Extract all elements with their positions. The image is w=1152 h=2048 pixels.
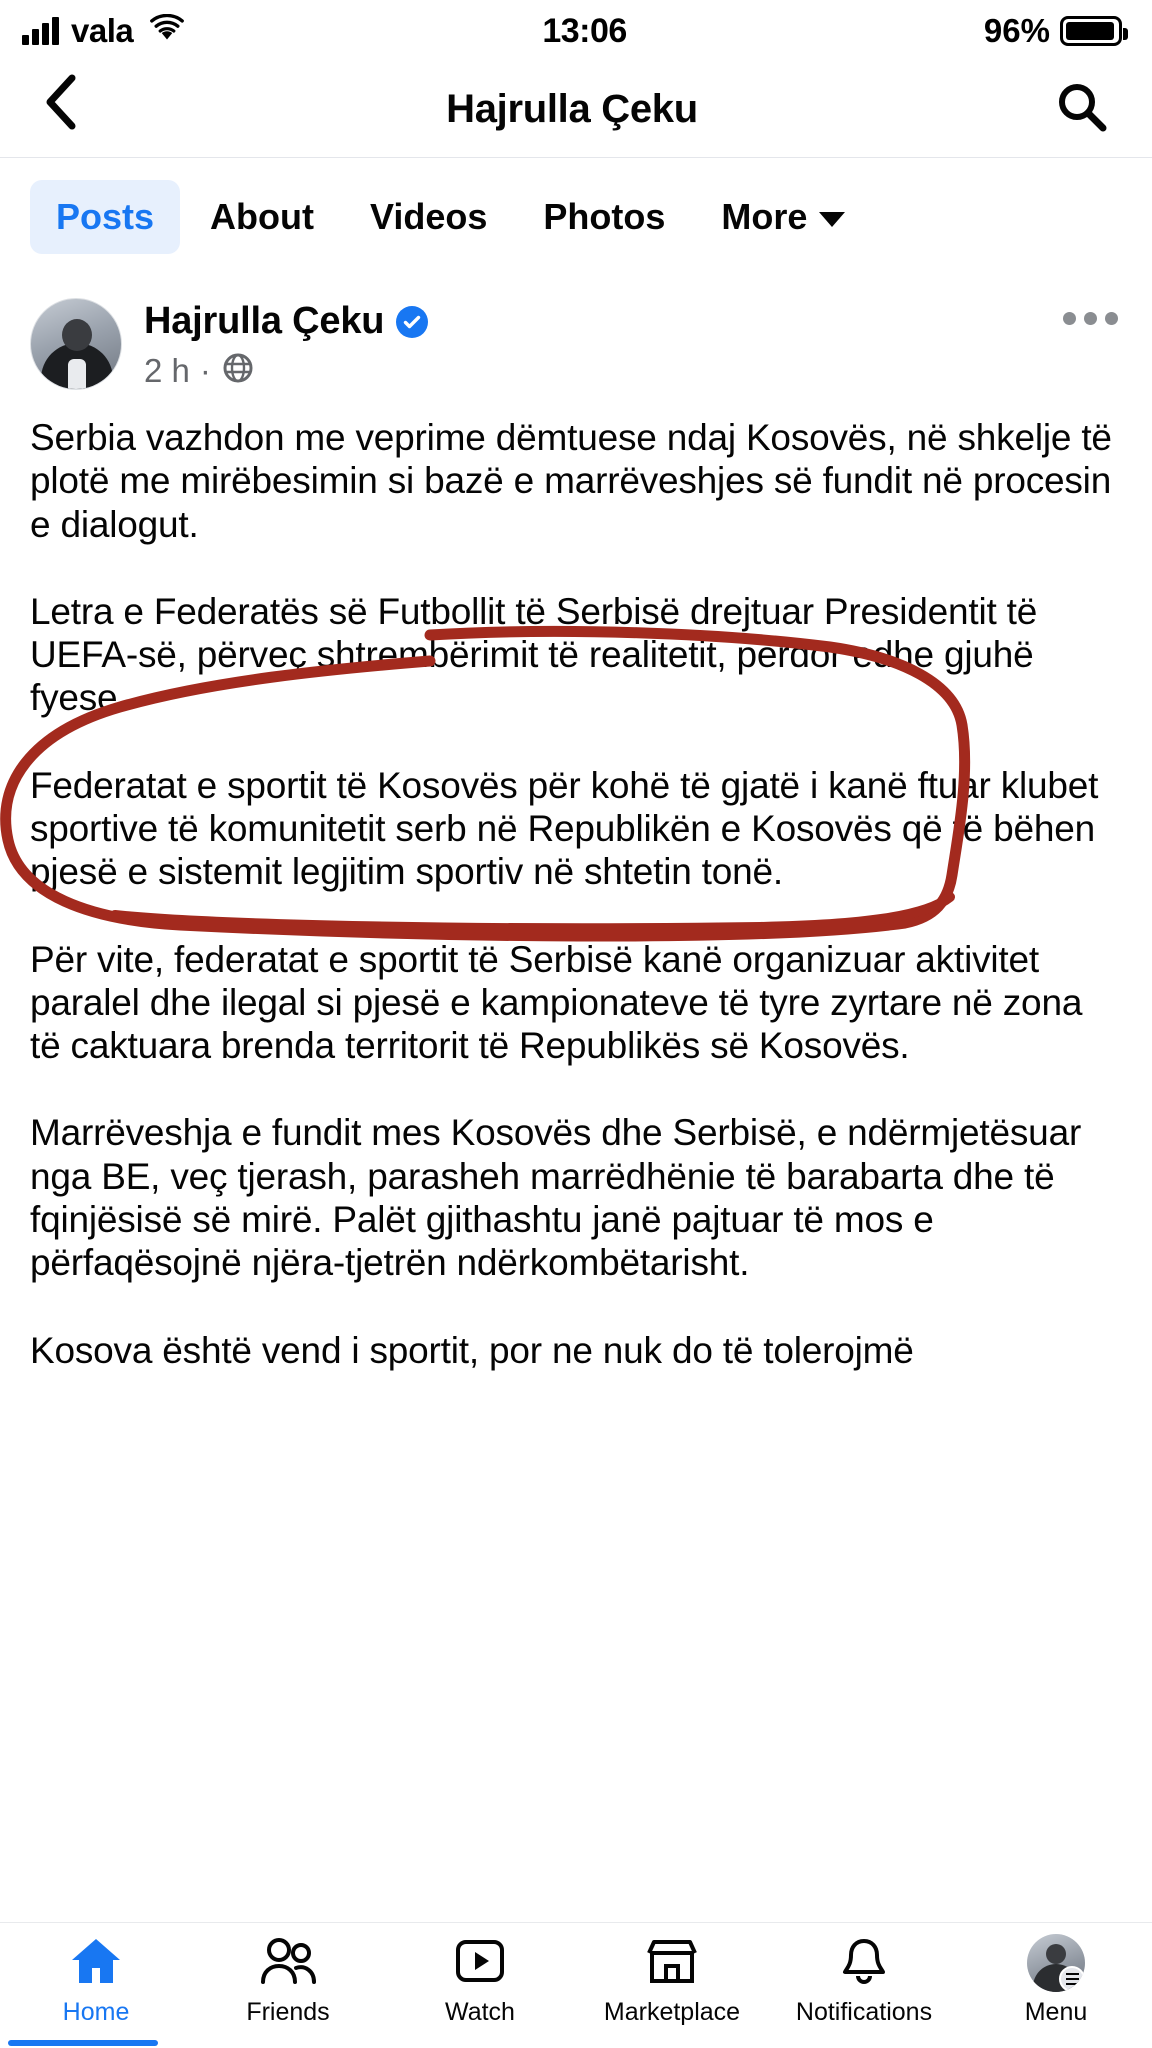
post-paragraph: Serbia vazhdon me veprime dëmtuese ndaj Kosovës, në shkelje të plotë me mirëbesimin si bazë e marrëveshjes së fundit në procesin e dialogut. [30,417,1112,545]
tab-photos[interactable] [517,180,691,254]
separator-dot: · [199,351,211,389]
bottom-nav-home-label: Home [62,1997,130,2026]
bottom-nav-menu-label: Menu [1024,1998,1088,2026]
bottom-nav-marketplace[interactable] [582,1935,762,2027]
bottom-nav-notifications[interactable] [774,1935,954,2027]
marketplace-icon [644,1935,700,1992]
post-paragraph: Letra e Federatës së Futbollit të Serbisë drejtuar Presidentit të UEFA-së, përveç shtrembërimit të realitetit, përdor edhe gjuhë fyese. [30,590,1038,719]
status-bar [0,0,1152,62]
tab-posts[interactable] [30,180,180,254]
tab-videos-label: Videos [370,196,488,237]
globe-icon [221,351,255,390]
page-title: Hajrulla Çeku [446,87,698,131]
bottom-navigation [0,1922,1152,2048]
avatar[interactable] [30,298,122,390]
post-meta [144,298,428,390]
bottom-nav-marketplace-label: Marketplace [603,1997,741,2026]
profile-tabs [0,158,1152,276]
chevron-down-icon [819,212,845,227]
post-header [30,298,1122,390]
battery-icon [1060,16,1122,46]
tab-about[interactable] [184,180,340,254]
tab-about-label: About [210,196,315,237]
profile-menu-icon [1027,1934,1085,1992]
bottom-nav-watch[interactable] [390,1935,570,2027]
bottom-nav-watch-label: Watch [445,1997,515,2026]
tab-photos-label: Photos [543,196,666,237]
post-paragraph: Kosova është vend i sportit, por ne nuk do të tolerojmë [30,1329,914,1371]
navigation-bar [0,62,1152,158]
signal-bars-icon [22,17,59,45]
status-right [984,12,1122,50]
bottom-nav-menu[interactable] [966,1934,1146,2027]
wifi-icon [149,12,185,51]
battery-percent-label: 96% [983,12,1050,49]
bottom-nav-friends-label: Friends [246,1997,330,2026]
bottom-nav-notifications-label: Notifications [795,1997,933,2026]
bottom-nav-friends[interactable] [198,1935,378,2027]
content-fade-strip [0,1902,1152,1922]
post [0,276,1152,1372]
tab-posts-label: Posts [56,196,155,237]
status-left [22,12,185,51]
post-timestamp: 2 h [144,351,190,389]
post-paragraph: Federatat e sportit të Kosovës për kohë të gjatë i kanë ftuar klubet sportive të komunitetit serb në Republikën e Kosovës që të bëhen pjesë e sistemit legjitim sportiv në shtetin tonë. [30,764,1099,893]
carrier-label: vala [71,12,134,49]
tab-more-label: More [721,196,808,237]
tab-more[interactable] [695,180,871,254]
bell-icon [839,1935,889,1992]
post-author-name[interactable]: Hajrulla Çeku [144,300,385,342]
post-subrow [144,351,428,390]
author-row [144,300,428,343]
bottom-nav-home[interactable] [6,1935,186,2027]
home-indicator [8,2040,158,2046]
back-button[interactable] [38,65,94,154]
verified-badge-icon [396,306,428,338]
more-options-icon[interactable] [1063,312,1118,325]
friends-icon [258,1935,318,1992]
post-text [30,390,1122,1372]
watch-video-icon [453,1935,507,1992]
status-time: 13:06 [542,11,627,50]
post-paragraph: Për vite, federatat e sportit të Serbisë kanë organizuar aktivitet paralel dhe ilegal si pjesë e kampionateve të tyre zyrtare në zona të caktuara brenda territorit të Republikës së Kosovës. [30,938,1083,1067]
post-paragraph: Marrëveshja e fundit mes Kosovës dhe Serbisë, e ndërmjetësuar nga BE, veç tjerash, parasheh marrëdhënie të barabarta dhe të fqinjësisë së mirë. Palët gjithashtu janë pajtuar të mos e përfaqësojnë njëra-tjetrën ndërkombëtarisht. [30,1112,1082,1284]
tab-videos[interactable] [344,180,513,254]
search-icon[interactable] [1050,75,1114,144]
home-icon [68,1935,124,1992]
